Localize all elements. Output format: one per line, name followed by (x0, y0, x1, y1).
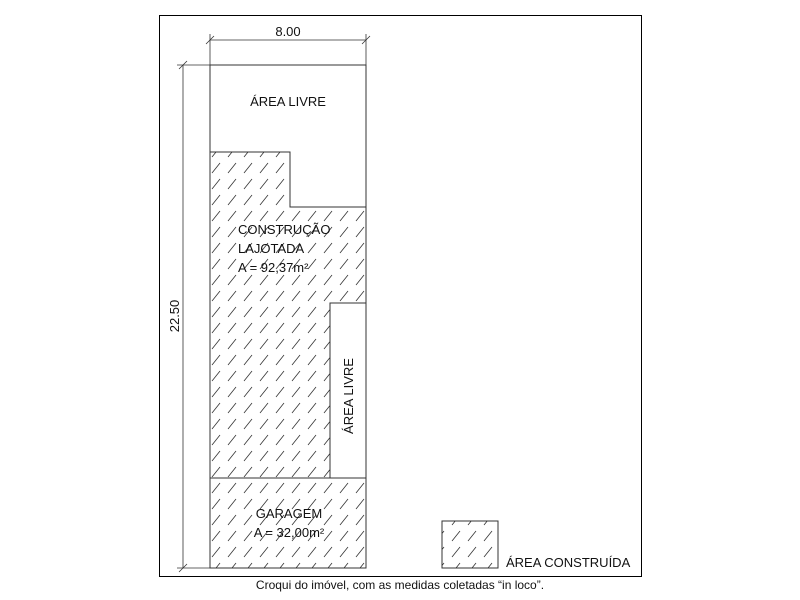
construction-label-line1: CONSTRUÇÃO (238, 222, 331, 237)
height-dimension-label: 22.50 (167, 299, 182, 333)
top-free-area-label: ÁREA LIVRE (250, 94, 326, 109)
construction-area-value: A = 92,37m² (238, 260, 309, 275)
side-free-area-label: ÁREA LIVRE (341, 358, 356, 434)
garage-area-value: A = 32,00m² (253, 525, 325, 540)
construction-label-line2: LAJOTADA (238, 241, 305, 256)
width-dimension-label: 8.00 (275, 24, 301, 39)
legend (442, 521, 631, 570)
width-dimension (206, 24, 370, 65)
figure-caption: Croqui do imóvel, com as medidas coletadas “in loco”. (255, 578, 545, 592)
garage-label: GARAGEM (255, 506, 323, 521)
legend-built-area-label: ÁREA CONSTRUÍDA (506, 555, 631, 570)
legend-hatch-swatch (442, 521, 498, 568)
garage-area-hatch (210, 478, 366, 568)
height-dimension (167, 61, 210, 572)
